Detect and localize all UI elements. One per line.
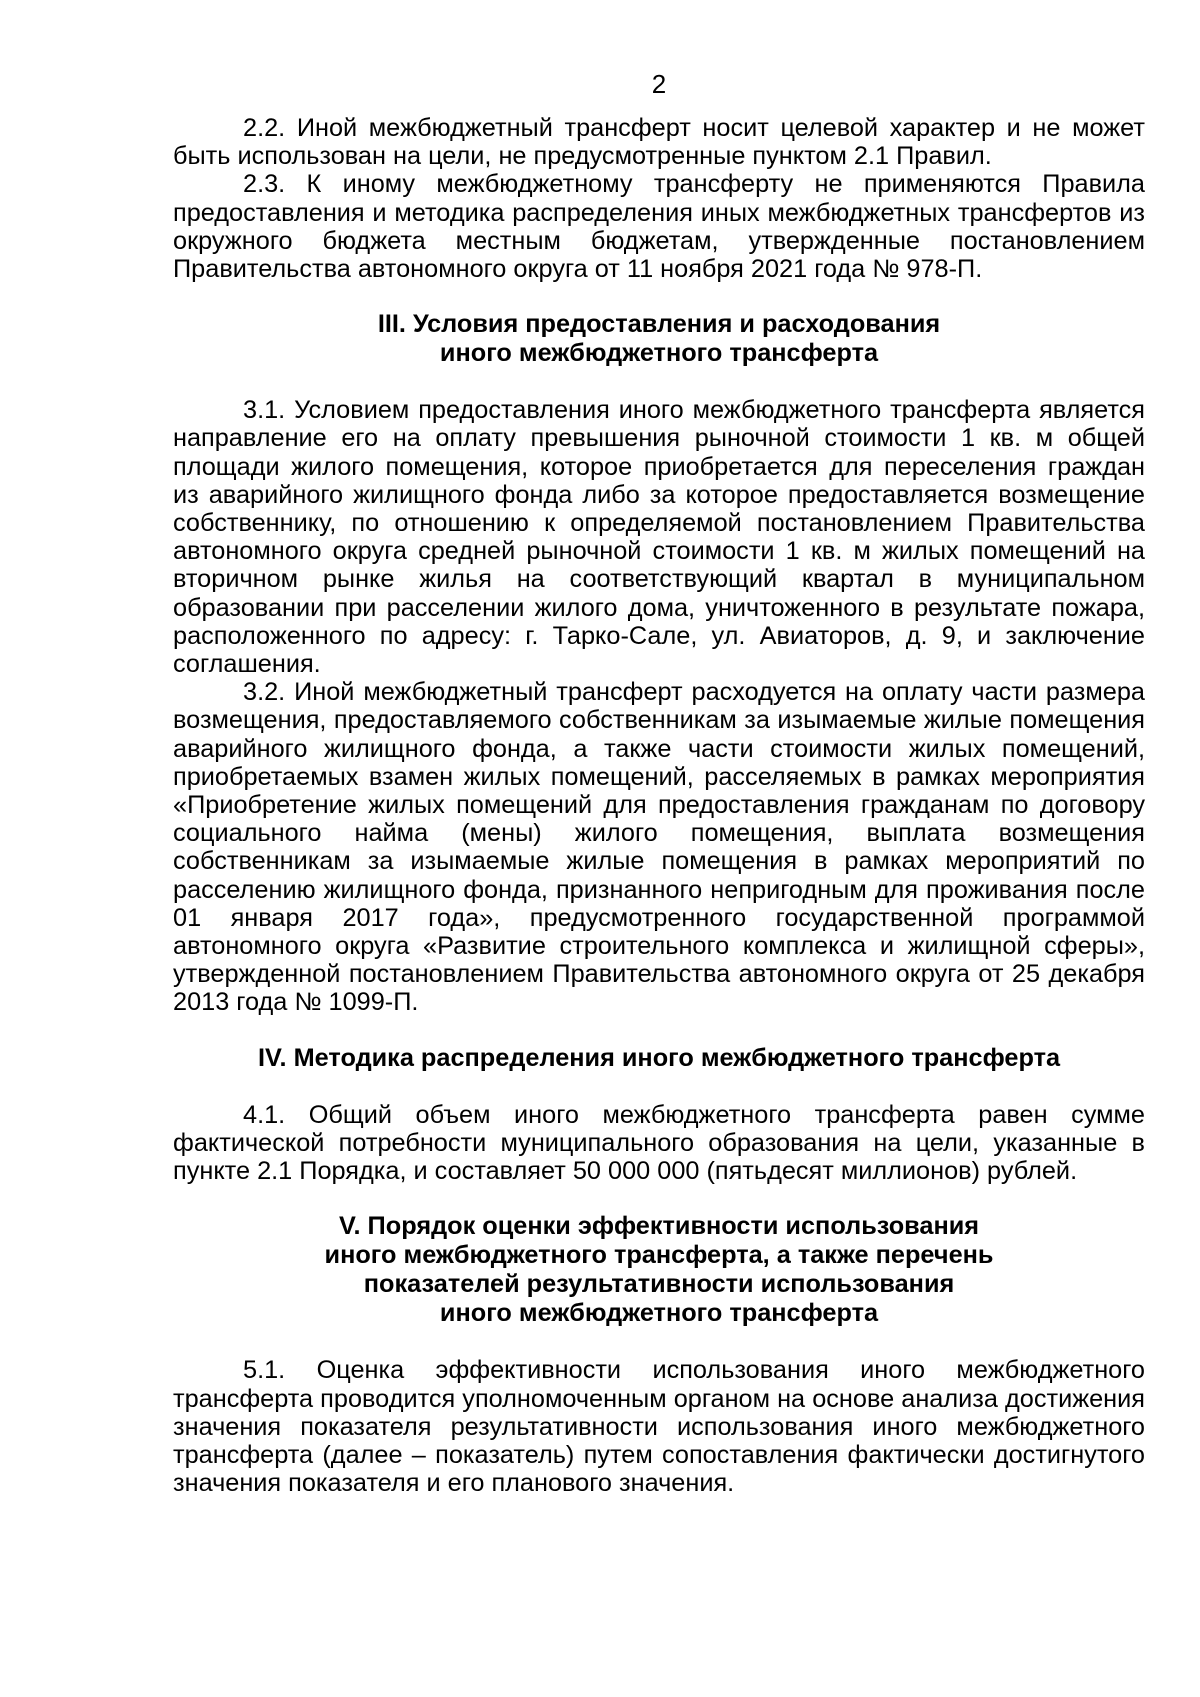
section-4-heading: [173, 1044, 1145, 1073]
section-5-heading-line-2: иного межбюджетного трансферта, а также перечень: [324, 1241, 994, 1270]
paragraph-2-2: 2.2. Иной межбюджетный трансферт носит целевой характер и не может быть использован на цели, не предусмотренные пунктом 2.1 Правил.: [173, 114, 1145, 171]
section-3-heading-line-1: III. Условия предоставления и расходования: [377, 310, 941, 339]
paragraph-4-1: 4.1. Общий объем иного межбюджетного трансферта равен сумме фактической потребности муниципального образования на цели, указанные в пункте 2.1 Порядка, и составляет 50 000 000 (пятьдесят миллионов) рублей.: [173, 1100, 1145, 1186]
paragraph-3-2: 3.2. Иной межбюджетный трансферт расходуется на оплату части размера возмещения, предоставляемого собственникам за изымаемые жилые помещения аварийного жилищного фонда, а также части стоимости жилых помещений, приобретаемых взамен жилых помещений, расселяемых в рамках мероприятия «Приобретение жилых помещений для предоставления гражданам по договору социального найма (мены) жилого помещения, выплата возмещения собственникам за изымаемые жилые помещения в рамках мероприятий по расселению жилищного фонда, признанного непригодным для проживания после 01 января 2017 года», предусмотренного государственной программой автономного округа «Развитие строительного комплекса и жилищной сферы», утвержденной постановлением Правительства автономного округа от 25 декабря 2013 года № 1099-П.: [173, 678, 1145, 1017]
section-3-heading: [173, 310, 1145, 368]
section-5-heading-line-3: показателей результативности использования: [363, 1270, 955, 1299]
section-4-heading-line-1: IV. Методика распределения иного межбюджетного трансферта: [257, 1043, 1061, 1072]
page-number: 2: [651, 69, 667, 99]
section-5-heading-line-4: иного межбюджетного трансферта: [439, 1299, 879, 1328]
section-5-heading: [173, 1212, 1145, 1328]
section-3-heading-line-2: иного межбюджетного трансферта: [439, 339, 879, 368]
paragraph-2-3: 2.3. К иному межбюджетному трансферту не применяются Правила предоставления и методика распределения иных межбюджетных трансфертов из окружного бюджета местным бюджетам, утвержденные постановлением Правительства автономного округа от 11 ноября 2021 года № 978-П.: [173, 170, 1145, 284]
paragraph-3-1: 3.1. Условием предоставления иного межбюджетного трансферта является направление его на оплату превышения рыночной стоимости 1 кв. м общей площади жилого помещения, которое приобретается для переселения граждан из аварийного жилищного фонда либо за которое предоставляется возмещение собственнику, по отношению к определяемой постановлением Правительства автономного округа средней рыночной стоимости 1 кв. м жилых помещений на вторичном рынке жилья на соответствующий квартал в муниципальном образовании при расселении жилого дома, уничтоженного в результате пожара, расположенного по адресу: г. Тарко-Сале, ул. Авиаторов, д. 9, и заключение соглашения.: [173, 396, 1145, 679]
document-page: [173, 60, 1145, 1497]
paragraph-5-1: 5.1. Оценка эффективности использования иного межбюджетного трансферта проводится уполномоченным органом на основе анализа достижения значения показателя результативности использования иного межбюджетного трансферта (далее – показатель) путем сопоставления фактически достигнутого значения показателя и его планового значения.: [173, 1356, 1145, 1498]
section-5-heading-line-1: V. Порядок оценки эффективности использования: [338, 1212, 980, 1241]
